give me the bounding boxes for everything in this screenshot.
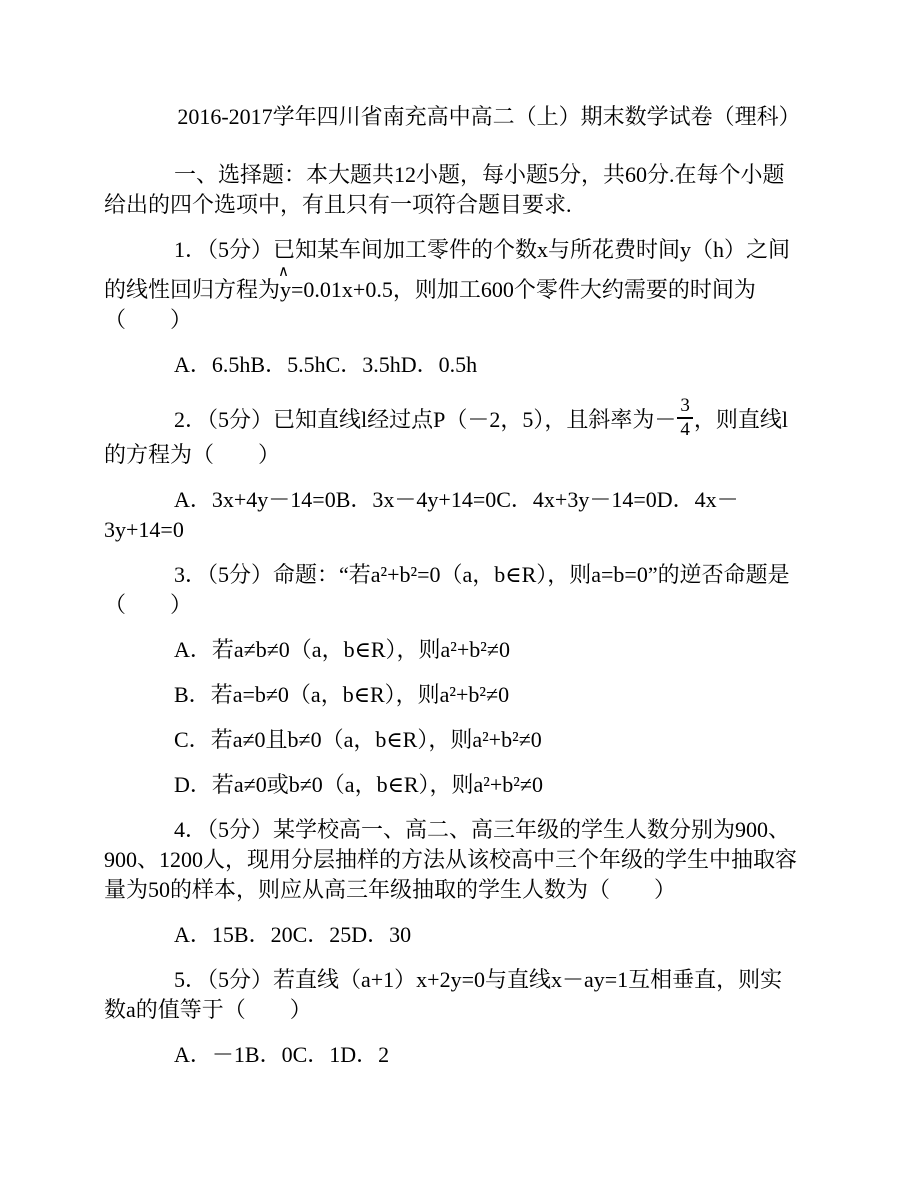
stem-text: 2．（5分）已知直线l经过点P（－2，5），且斜率为－ <box>174 407 677 432</box>
option-text: 若a≠0或b≠0（a，b∈R），则a²+b²≠0 <box>211 772 543 797</box>
option-text: 4x－3y+14=0 <box>104 487 739 542</box>
option-text: 3.5h <box>362 352 401 377</box>
option-label: C． <box>496 487 533 512</box>
question-3-stem <box>104 560 804 620</box>
caret-accent: ∧ <box>278 264 289 280</box>
option-text: 25 <box>329 922 352 947</box>
exam-title: 2016-2017学年四川省南充高中高二（上）期末数学试卷（理科） <box>177 104 801 129</box>
stem-text: 3．（5分）命题：“若a²+b²=0（a，b∈R），则a=b=0”的逆否命题是（ ） <box>104 562 790 617</box>
stem-text: 5．（5分）若直线（a+1）x+2y=0与直线x－ay=1互相垂直，则实数a的值等于（ ） <box>104 967 783 1022</box>
option-text: 6.5h <box>211 352 251 377</box>
option-text: 2 <box>378 1042 390 1067</box>
option-label: D． <box>351 922 390 947</box>
option-text: 15 <box>211 922 234 947</box>
option-text: 20 <box>270 922 293 947</box>
option-text: 3x+4y－14=0 <box>211 487 336 512</box>
option-label: B． <box>244 1042 282 1067</box>
questions-list <box>104 235 804 1070</box>
yhat-base-letter: y <box>280 277 292 302</box>
option-label: B． <box>250 352 288 377</box>
option-label: A． <box>174 352 212 377</box>
option-label: A． <box>174 1042 212 1067</box>
option-text: 3x－4y+14=0 <box>372 487 497 512</box>
section-1-heading: 一、选择题：本大题共12小题，每小题5分，共60分.在每个小题给出的四个选项中，有且只有一项符合题目要求. <box>104 162 785 217</box>
option-text: 0.5h <box>438 352 478 377</box>
option-label: C． <box>325 352 363 377</box>
question-4-stem <box>104 815 804 905</box>
option-label: C． <box>292 1042 330 1067</box>
option-text: 1 <box>329 1042 341 1067</box>
option-text: －1 <box>211 1042 245 1067</box>
option-label: C． <box>292 922 330 947</box>
stem-text: 1．（5分）已知某车间加工零件的个数x与所花费时间y（h）之间的线性回归方程为 <box>104 237 791 302</box>
option-label: D． <box>656 487 695 512</box>
question-3-option-c <box>104 725 804 755</box>
question-3-option-d <box>104 770 804 800</box>
option-label: D． <box>174 772 212 797</box>
option-text: 30 <box>389 922 412 947</box>
stem-text: 4．（5分）某学校高一、高二、高三年级的学生人数分别为900、900、1200人，现用分层抽样的方法从该校高中三个年级的学生中抽取容量为50的样本，则应从高三年级抽取的学生人数为（ ） <box>104 817 798 902</box>
option-label: D． <box>400 352 439 377</box>
option-label: A． <box>174 637 212 662</box>
option-label: C． <box>174 727 211 752</box>
option-text: 若a=b≠0（a，b∈R），则a²+b²≠0 <box>210 682 510 707</box>
option-text: 0 <box>281 1042 293 1067</box>
option-label: A． <box>174 922 212 947</box>
option-label: B． <box>174 682 211 707</box>
option-label: B． <box>233 922 271 947</box>
option-text: 4x+3y－14=0 <box>532 487 657 512</box>
question-3-option-a <box>104 635 804 665</box>
option-text: 若a≠0且b≠0（a，b∈R），则a²+b²≠0 <box>210 727 542 752</box>
question-1-stem <box>104 235 804 335</box>
stem-text: ，则直线l的方程为（ ） <box>104 407 788 467</box>
fraction-denominator: 4 <box>680 419 690 440</box>
fraction <box>677 395 693 440</box>
question-2-options <box>104 485 804 545</box>
y-hat-symbol <box>280 265 291 301</box>
option-text: 5.5h <box>287 352 326 377</box>
option-label: B． <box>335 487 373 512</box>
question-2-stem <box>104 395 804 470</box>
stem-text: =0.01x+0.5，则加工600个零件大约需要的时间为（ ） <box>104 277 756 332</box>
option-label: D． <box>340 1042 379 1067</box>
option-text: 若a≠b≠0（a，b∈R），则a²+b²≠0 <box>211 637 510 662</box>
question-1-options <box>104 350 804 380</box>
fraction-numerator: 3 <box>677 395 693 419</box>
question-5-options <box>104 1040 804 1070</box>
option-label: A． <box>174 487 212 512</box>
question-3-option-b <box>104 680 804 710</box>
question-5-stem <box>104 965 804 1025</box>
question-4-options <box>104 920 804 950</box>
